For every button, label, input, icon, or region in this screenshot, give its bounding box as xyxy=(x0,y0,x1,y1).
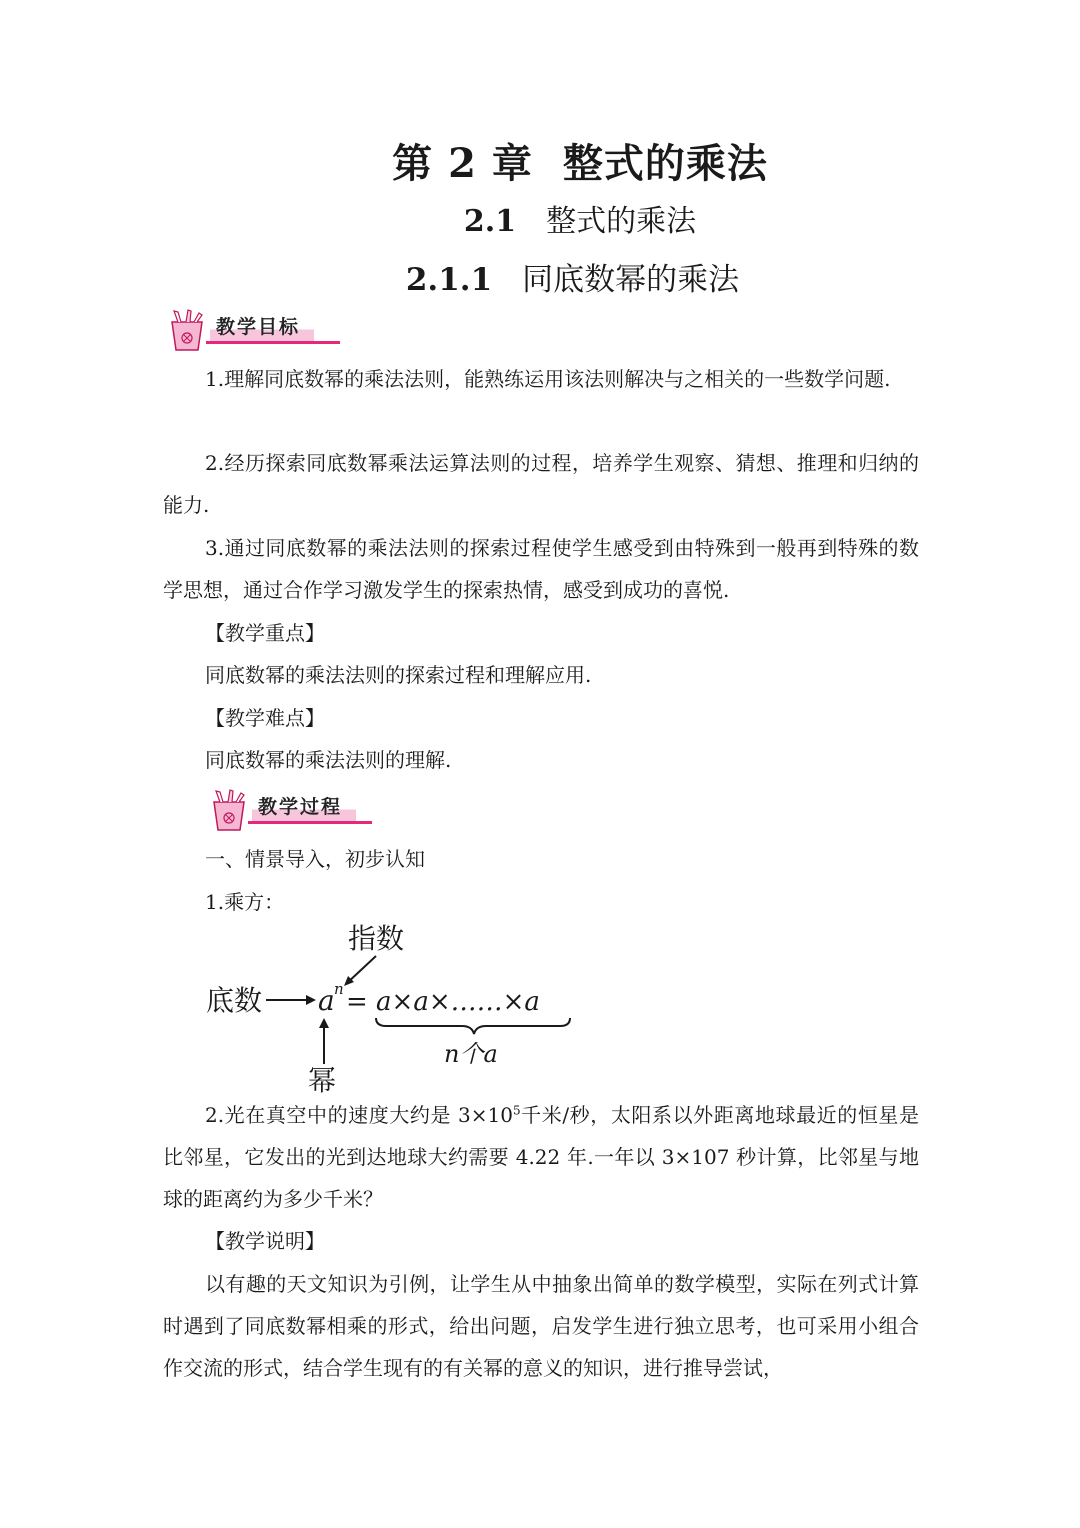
question-2 xyxy=(163,1094,919,1220)
power-base: a xyxy=(318,984,335,1017)
section-name: 整式的乘法 xyxy=(546,204,697,239)
section-number: 2.1 xyxy=(463,204,517,239)
note-label: 【教学说明】 xyxy=(205,1229,325,1253)
base-arrowhead xyxy=(306,995,316,1005)
base-label: 底数 xyxy=(206,984,263,1017)
goal-item: 3.通过同底数幂的乘法法则的探索过程使学生感受到由特殊到一般再到特殊的数学思想，通过合作学习激发学生的探索热情，感受到成功的喜悦. xyxy=(163,536,919,602)
difficulty-label: 【教学难点】 xyxy=(205,706,325,730)
chapter-number: 第 2 章 xyxy=(392,140,533,187)
key-point-text: 同底数幂的乘法法则的探索过程和理解应用. xyxy=(205,663,592,687)
goals-banner-label: 教学目标 xyxy=(210,312,314,342)
question-2-exponent: 5 xyxy=(512,1103,521,1118)
process-banner-label: 教学过程 xyxy=(252,792,356,822)
goals-banner xyxy=(162,308,342,352)
step-heading: 一、情景导入，初步认知 xyxy=(205,847,425,871)
subsection-title xyxy=(0,254,1080,299)
subsection-number: 2.1.1 xyxy=(405,262,493,298)
expansion-expression: = a×a×……×a xyxy=(346,987,540,1017)
process-banner-underline xyxy=(248,821,372,824)
exponent-label: 指数 xyxy=(348,922,405,955)
power-arrowhead xyxy=(319,1018,329,1028)
difficulty-text: 同底数幂的乘法法则的理解. xyxy=(205,748,452,772)
goal-item: 2.经历探索同底数幂乘法运算法则的过程，培养学生观察、猜想、推理和归纳的能力. xyxy=(163,451,919,517)
section-title xyxy=(0,196,1080,240)
power-label: 幂 xyxy=(308,1064,337,1097)
brace-label: n个a xyxy=(444,1040,498,1068)
pencil-cup-icon xyxy=(204,788,254,832)
power-diagram xyxy=(200,918,600,1098)
power-exponent: n xyxy=(334,980,344,998)
subsection-name: 同底数幂的乘法 xyxy=(522,262,740,298)
question-2-rest: 千米/秒，太阳系以外距离地球最近的恒星是比邻星，它发出的光到达地球大约需要 4.22 年.一年以 3×107 秒计算，比邻星与地球的距离约为多少千米？ xyxy=(163,1103,919,1211)
question-2-lead: 2.光在真空中的速度大约是 3×10 xyxy=(205,1103,513,1127)
sub-heading: 1.乘方： xyxy=(205,890,285,914)
key-point-label: 【教学重点】 xyxy=(205,621,325,645)
process-banner xyxy=(204,788,384,832)
pencil-cup-icon xyxy=(162,308,212,352)
goals-banner-underline xyxy=(206,341,340,344)
chapter-name: 整式的乘法 xyxy=(562,140,768,187)
chapter-title xyxy=(0,132,1080,189)
underbrace xyxy=(376,1018,570,1034)
note-text: 以有趣的天文知识为引例，让学生从中抽象出简单的数学模型，实际在列式计算时遇到了同底数幂相乘的形式，给出问题，启发学生进行独立思考，也可采用小组合作交流的形式，结合学生现有的有关幂的意义的知识，进行推导尝试， xyxy=(163,1272,919,1380)
goal-item: 1.理解同底数幂的乘法法则，能熟练运用该法则解决与之相关的一些数学问题. xyxy=(205,367,891,391)
